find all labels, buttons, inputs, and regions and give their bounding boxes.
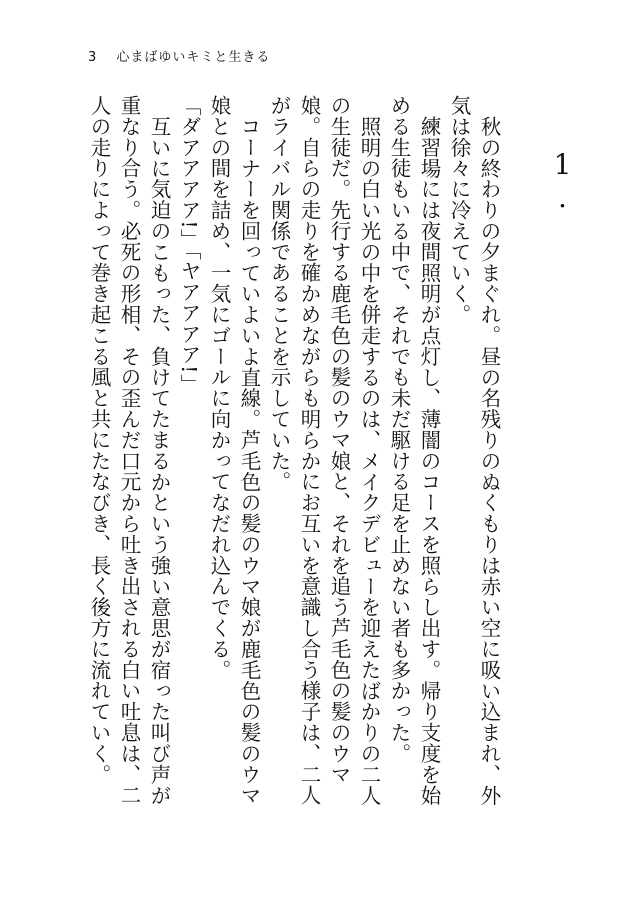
body-text <box>78 95 504 820</box>
paragraph-1: 秋の終わりの夕まぐれ。昼の名残りのぬくもりは赤い空に吸い込まれ、外気は徐々に冷えていく。 <box>447 95 501 806</box>
paragraph-2: 練習場には夜間照明が点灯し、薄闇のコースを照らし出す。帰り支度を始める生徒もいる中で、それでも未だ駆ける足を止めない者も多かった。 <box>387 95 441 806</box>
book-title: 心まばゆいキミと生きる <box>116 50 271 65</box>
paragraph-3: 照明の白い光の中を併走するのは、メイクデビューを迎えたばかりの二人の生徒だ。先行する鹿毛色の髪のウマ娘と、それを追う芦毛色の髪のウマ娘。自らの走りを確かめながらも明らかにお互いを意識し合う様子は、二人がライバル関係であることを示していた。 <box>267 95 381 806</box>
running-header <box>88 46 270 65</box>
paragraph-5: 互いに気迫のこもった、負けてたまるかという強い意思が宿った叫び声が重なり合う。必死の形相、その歪んだ口元から吐き出される白い吐息は、二人の走りによって巻き起こる風と共にたなびき、長く後方に流れていく。 <box>87 95 171 806</box>
chapter-number: 1. <box>546 148 579 214</box>
dialogue-line: 「ダアアアア!」「ヤアアアア!」 <box>177 95 201 395</box>
page-number: 3 <box>88 50 98 65</box>
paragraph-4: コーナーを回っていよいよ直線。芦毛色の髪のウマ娘が鹿毛色の髪のウマ娘との間を詰め、一気にゴールに向かってなだれ込んでくる。 <box>207 95 261 806</box>
